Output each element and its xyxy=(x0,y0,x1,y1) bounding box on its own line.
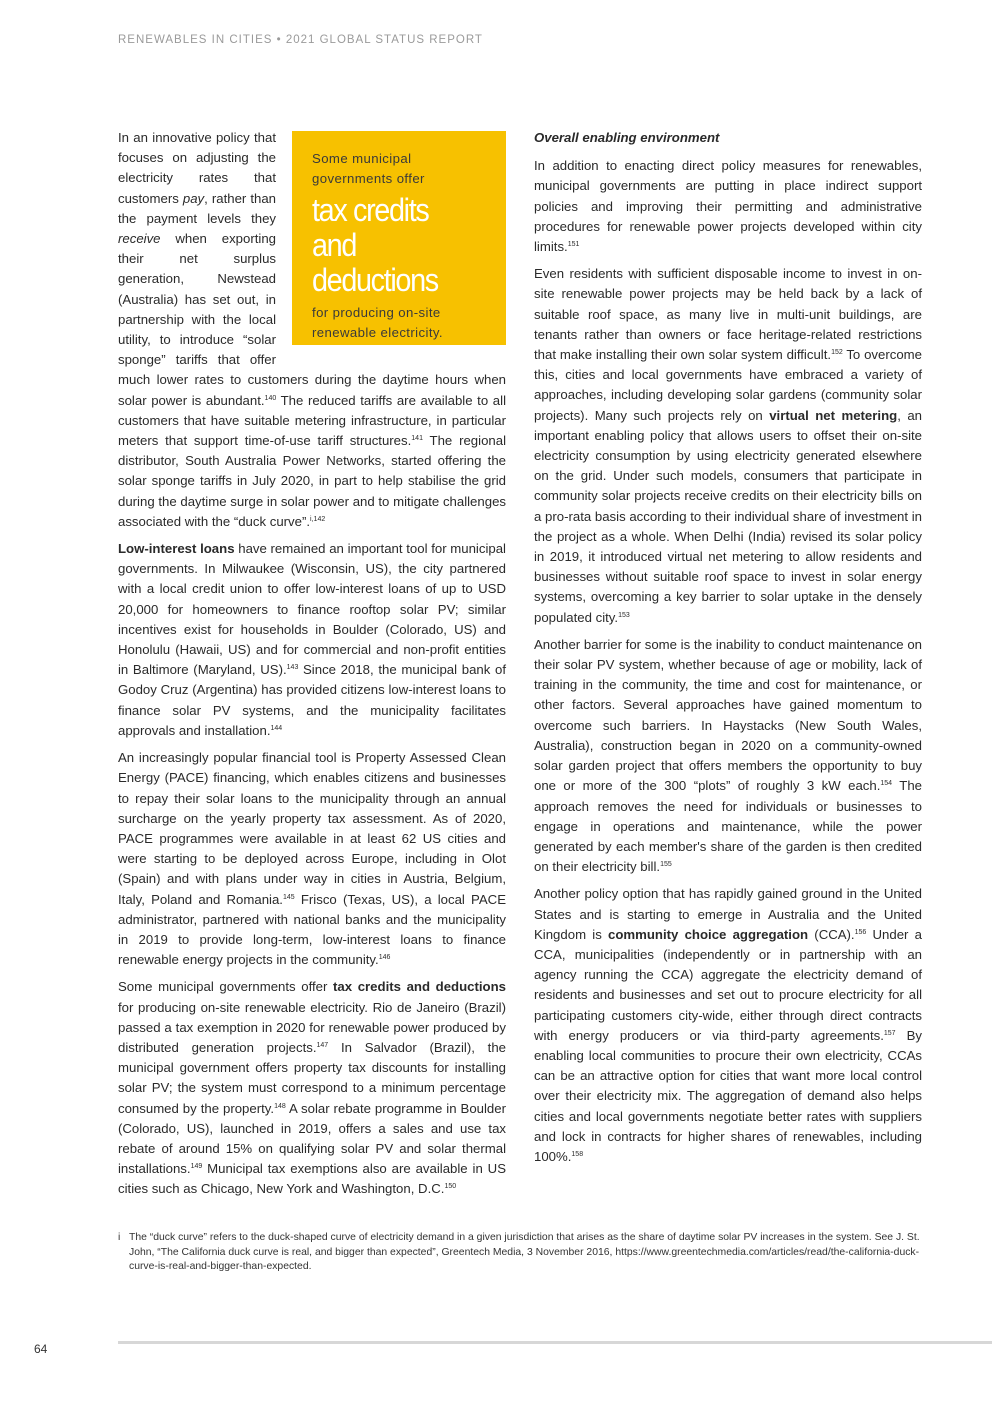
endnote-ref: 147 xyxy=(316,1041,329,1049)
running-header: RENEWABLES IN CITIES • 2021 GLOBAL STATUS REPORT xyxy=(118,34,483,46)
endnote-ref: 146 xyxy=(378,954,391,962)
paragraph-enabling-intro: In addition to enacting direct policy measures for renewables, municipal governments are putting in place indirect support policies and improving their permitting and administrative procedures for renewable power projects developed within city limits.$^{151}$ xyxy=(534,158,922,255)
pull-quote-callout xyxy=(292,131,506,345)
right-column xyxy=(534,128,922,1174)
endnote-ref: 153 xyxy=(618,611,630,619)
footnote xyxy=(118,1231,928,1275)
endnote-ref: 157 xyxy=(883,1029,896,1037)
endnote-ref: 141 xyxy=(411,435,423,443)
endnote-ref: 150 xyxy=(444,1183,457,1191)
endnote-ref: i,142 xyxy=(310,515,326,523)
paragraph-pace-financing: An increasingly popular financial tool is Property Assessed Clean Energy (PACE) financing, which enables citizens and businesses to repay their solar loans to the municipality through an annual surcharge on the yearly property tax assessment. As of 2020, PACE programmes were available in at least 62 US cities and were starting to be deployed across Europe, including in Olot (Spain) and with plans under way in cities in Austria, Belgium, Italy, Poland and Romania.$^{145}$ Frisco (Texas, US), a local PACE administrator, partnered with national banks and the municipality in 2019 to provide long-term, low-interest loans to finance renewable energy projects in the community.$^{146}$ xyxy=(118,750,506,968)
endnote-ref: 152 xyxy=(831,349,843,357)
left-column xyxy=(118,128,506,1207)
footnote-mark: i xyxy=(118,1232,121,1243)
callout-highlight: tax credits and deductions xyxy=(312,192,438,298)
footnote-text: The “duck curve” refers to the duck-shaped curve of electricity demand in a given jurisdiction that arises as the share of daytime solar PV increases in the system. See J. St. John, “The California duck curve is real, and bigger than expected”, Greentech Media, 3 November 2016, https://www.greentechmedia.com/articles/read/the-california-duck-curve-is-real-and-bigger-than-expected. xyxy=(129,1232,920,1272)
paragraph-tax-credits: Some municipal governments offer tax credits and deductions for producing on-site renewable electricity. Rio de Janeiro (Brazil) passed a tax exemption in 2020 for renewable power produced by distributed generation projects.$^{147}$ In Salvador (Brazil), the municipal government offers property tax discounts for installing solar PV; the system must correspond to a minimum percentage consumed by the property.$^{148}$ A solar rebate programme in Boulder (Colorado, US), launched in 2019, offers a sales and use tax rebate of around 15% on qualifying solar PV and solar thermal installations.$^{149}$ Municipal tax exemptions also are available in US cities such as Chicago, New York and Washington, D.C.$^{150}$ xyxy=(118,979,506,1197)
paragraph-low-interest-loans: Low-interest loans have remained an important tool for municipal governments. In Milwaukee (Wisconsin, US), the city partnered with a local credit union to offer low-interest loans of up to USD 20,000 for homeowners to finance rooftop solar PV; similar incentives exist for households in Boulder (Colorado, US) and Honolulu (Hawaii, US) and for commercial and non-profit entities in Baltimore (Maryland, US).$^{143}$ Since 2018, the municipal bank of Godoy Cruz (Argentina) has provided citizens low-interest loans to finance solar PV systems, and the municipality facilitates approvals and installation.$^{144}$ xyxy=(118,541,507,738)
paragraph-community-choice: Another policy option that has rapidly gained ground in the United States and is starting to emerge in Australia and the United Kingdom is community choice aggregation (CCA).$^{156}$ Under a CCA, municipalities (independently or in partnership with an agency running the CCA) aggregate the electricity demand of residents and businesses and set out to procure electricity for all participating customers city-wide, either through direct contracts with energy producers or via third-party agreements.$^{157}$ By enabling local communities to procure their own electricity, CCAs can be an attractive option for cities that want more local control over their electricity mix. The aggregation of demand also helps cities and local governments negotiate better rates with suppliers and lock in contracts for higher shares of renewables, including 100%.$^{158}$ xyxy=(534,886,922,1164)
callout-lead: Some municipal governments offer xyxy=(312,151,425,186)
endnote-ref: 149 xyxy=(190,1163,203,1171)
endnote-ref: 145 xyxy=(282,893,295,901)
paragraph-maintenance-barrier: Another barrier for some is the inability to conduct maintenance on their solar PV system, whether because of age or mobility, lack of training in the community, the time and cost for maintenance, or other factors. Several approaches have gained momentum to overcome such barriers. In Haystacks (New South Wales, Australia), construction began in 2020 on a community-owned solar garden project that offers members the opportunity to buy one or more of the 300 “plots” of roughly 3 kW each.$^{154}$ The approach removes the need for individuals or businesses to engage in operations and maintenance, while the power generated by each member's share of the garden is then credited on their electricity bill.$^{155}$ xyxy=(534,636,922,875)
endnote-ref: 156 xyxy=(854,928,867,936)
endnote-ref: 151 xyxy=(567,241,580,249)
paragraph-virtual-net-metering: Even residents with sufficient disposable income to invest in on-site renewable power projects may be held back by a lack of suitable roof space, as many live in multi-unit buildings, are tenants rather than owners or face heritage-related restrictions that make installing their own solar system difficult.$^{152}$ To overcome this, cities and local governments have embraced a variety of approaches, including developing solar gardens (community solar projects). Many such projects rely on virtual net metering, an important enabling policy that allows users to offset their on-site electricity consumption by using electricity generated elsewhere on the grid. Under such models, consumers that participate in community solar projects receive credits on their electricity bills on a pro-rata basis according to their individual share of investment in the project as a whole. When Delhi (India) revised its solar policy in 2019, it introduced virtual net metering to allow residents and businesses without suitable roof space to invest in solar energy systems, overcoming a key barrier to solar uptake in the densely populated city.$^{153}$ xyxy=(534,266,923,625)
endnote-ref: 155 xyxy=(660,861,672,869)
endnote-ref: 140 xyxy=(264,394,277,402)
endnote-ref: 154 xyxy=(880,780,893,788)
key-term: virtual net metering xyxy=(769,407,898,423)
paragraph-solar-sponge: In an innovative policy that focuses on adjusting the electricity rates that customers pay, rather than the payment levels they receive when exporting their net surplus generation, Newstead (Australia) has set out, in partnership with the local utility, to introduce “solar sponge” tariffs that offer much lower rates to customers during the daytime hours when solar power is abundant.$^{140}$ The reduced tariffs are available to all customers that have suitable metering infrastructure, in particular meters that support time-of-use tariff structures.$^{141}$ The regional distributor, South Australia Power Networks, started offering the solar sponge tariffs in July 2020, in part to help stabilise the grid during the daytime surge in solar power and to mitigate challenges associated with the “duck curve”.$^{i,142}$ xyxy=(118,130,506,529)
key-term: community choice aggregation xyxy=(608,926,809,942)
endnote-ref: 144 xyxy=(270,724,283,732)
key-term: Low-interest loans xyxy=(118,541,235,557)
endnote-ref: 143 xyxy=(286,664,299,672)
page-number: 64 xyxy=(34,1342,48,1356)
endnote-ref: 158 xyxy=(571,1150,584,1158)
callout-tail: for producing on-site renewable electricity. xyxy=(312,305,443,340)
key-term: tax credits and deductions xyxy=(333,979,506,995)
footer-rule xyxy=(118,1341,992,1344)
section-heading: Overall enabling environment xyxy=(534,130,720,145)
endnote-ref: 148 xyxy=(274,1102,286,1110)
